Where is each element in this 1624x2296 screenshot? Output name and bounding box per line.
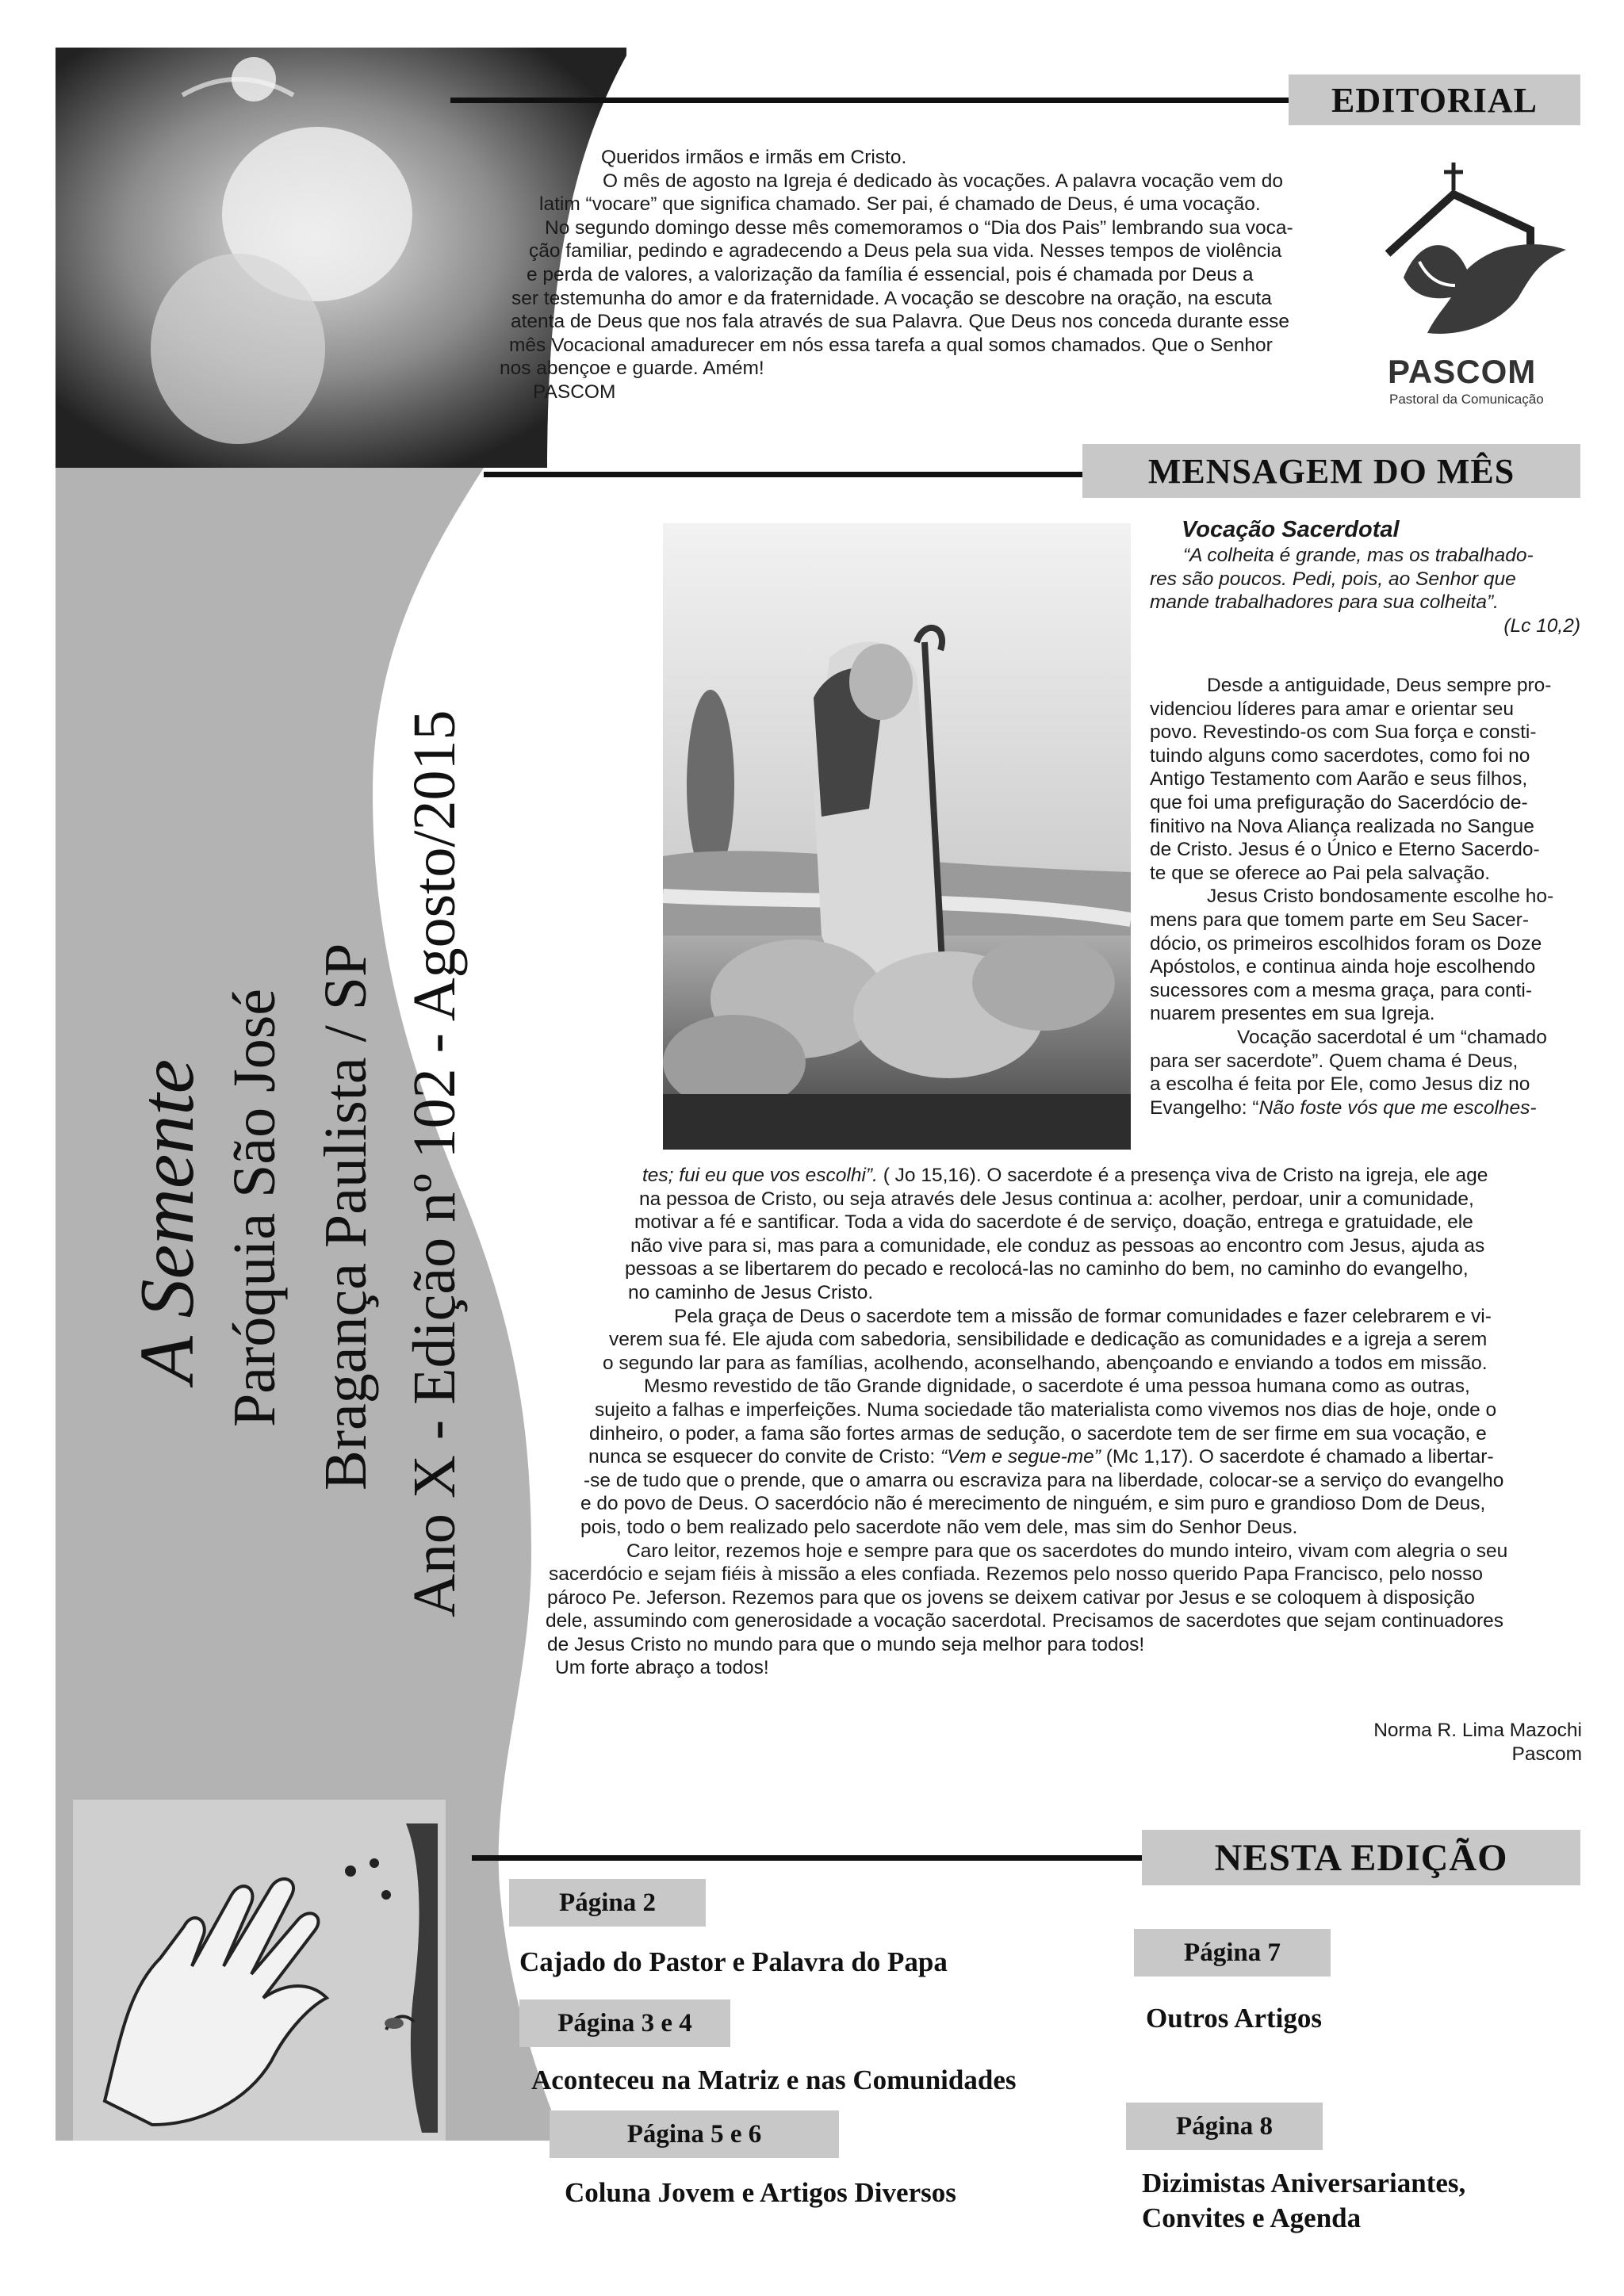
message-title: Vocação Sacerdotal (1182, 517, 1400, 542)
body-line (1150, 1096, 1582, 1120)
editorial-line: ção familiar, pedindo e agradecendo a Deus pela sua vida. Nesses tempos de violência (529, 240, 1282, 262)
editorial-line: e perda de valores, a valorização da família é essencial, pois é chamada por Deus a (527, 263, 1254, 285)
bible-quote (1150, 544, 1580, 637)
quote-line: “A colheita é grande, mas os trabalhado- (1183, 545, 1534, 566)
body-line: pessoas a se libertarem do pecado e recolocá-las no caminho do bem, no caminho do evangelho, (625, 1258, 1469, 1280)
body-line: Vocação sacerdotal é um “chamado (1237, 1026, 1547, 1048)
index-desc-page-8-line2[interactable]: Convites e Agenda (1142, 2202, 1362, 2233)
editorial-line: mês Vocacional amadurecer em nós essa tarefa a qual somos chamados. Que o Senhor (509, 334, 1273, 356)
body-line: Antigo Testamento com Aarão e seus filhos, (1150, 768, 1528, 790)
body-line: Apóstolos, e continua ainda hoje escolhendo (1150, 956, 1536, 978)
body-line: sucessores com a mesma graça, para conti- (1150, 979, 1533, 1001)
good-shepherd-image (663, 523, 1131, 1150)
body-line: nuarem presentes em sua Igreja. (1150, 1003, 1435, 1025)
index-desc-page-5-6[interactable]: Coluna Jovem e Artigos Diversos (565, 2177, 956, 2208)
quote-line: mande trabalhadores para sua colheita”. (1150, 591, 1499, 614)
editorial-line: nos abençoe e guarde. Amém! (500, 358, 764, 380)
body-line: Um forte abraço a todos! (555, 1657, 769, 1679)
signature-org: Pascom (1511, 1743, 1582, 1765)
body-line: não vive para si, mas para a comunidade, ele conduz as pessoas ao encontro com Jesus, ajuda as (630, 1234, 1485, 1257)
edition-info: Ano X - Edição nº 102 - Agosto/2015 (401, 710, 468, 1617)
index-desc-page-2[interactable]: Cajado do Pastor e Palavra do Papa (519, 1946, 948, 1977)
body-line: no caminho de Jesus Cristo. (628, 1281, 874, 1303)
index-page-8[interactable]: Página 8 (1126, 2103, 1323, 2150)
body-line: o segundo lar para as famílias, acolhendo, aconselhando, abençoando e enviando a todos em missão. (603, 1352, 1488, 1374)
body-line: sacerdócio e sejam fiéis à missão a eles confiada. Rezemos pelo nosso querido Papa Francisco, pelo nosso (549, 1563, 1483, 1586)
body-line: que foi uma prefiguração do Sacerdócio de- (1150, 791, 1528, 813)
body-line: dele, assumindo com generosidade a vocação sacerdotal. Precisamos de sacerdotes que sejam continuadores (546, 1610, 1504, 1632)
index-desc-page-3-4[interactable]: Aconteceu na Matriz e nas Comunidades (531, 2064, 1017, 2095)
editorial-signature: PASCOM (533, 381, 616, 403)
body-line: pois, todo o bem realizado pelo sacerdote não vem dele, mas sim do Senhor Deus. (580, 1516, 1298, 1538)
editorial-line: latim “vocare” que significa chamado. Ser pai, é chamado de Deus, é uma vocação. (539, 193, 1261, 216)
body-line: -se de tudo que o prende, que o amarra ou escraviza para na liberdade, colocar-se a serviço do evangelho (584, 1469, 1504, 1491)
body-line: sujeito a falhas e imperfeições. Numa sociedade tão materialista como vivemos nos dias de hoje, onde o (595, 1399, 1497, 1421)
body-text: ( Jo 15,16). O sacerdote é a presença viva de Cristo na igreja, ele age (877, 1165, 1488, 1186)
body-italic-text: tes; fui eu que vos escolhi”. (642, 1165, 878, 1186)
body-line: Desde a antiguidade, Deus sempre pro- (1207, 675, 1552, 696)
body-line (555, 1445, 1586, 1469)
newspaper-title: A Semente (124, 1058, 210, 1383)
index-desc-page-7[interactable]: Outros Artigos (1146, 2003, 1322, 2034)
body-line: Caro leitor, rezemos hoje e sempre para que os sacerdotes do mundo inteiro, vivam com alegria o seu (626, 1540, 1508, 1562)
pascom-logo-subtitle: Pastoral da Comunicação (1389, 392, 1544, 407)
editorial-line: ser testemunha do amor e da fraternidade. A vocação se descobre na oração, na escuta (511, 287, 1272, 309)
body-line: Jesus Cristo bondosamente escolhe ho- (1207, 886, 1554, 908)
body-line: de Jesus Cristo no mundo para que o mundo seja melhor para todos! (547, 1633, 1145, 1655)
body-line: dócio, os primeiros escolhidos foram os Doze (1150, 932, 1542, 955)
body-line: na pessoa de Cristo, ou seja através dele Jesus continua a: acolher, perdoar, unir a comunidade, (639, 1188, 1474, 1210)
index-page-5-6[interactable]: Página 5 e 6 (550, 2110, 839, 2158)
body-italic-text: “Vem e segue-me” (940, 1446, 1101, 1468)
body-line: finitivo na Nova Aliança realizada no Sangue (1150, 815, 1534, 837)
editorial-line: atenta de Deus que nos fala através de sua Palavra. Que Deus nos conceda durante esse (511, 311, 1289, 333)
pascom-logo-name: PASCOM (1388, 353, 1537, 390)
city-name: Bragança Paulista / SP (312, 943, 379, 1490)
quote-line: res são poucos. Pedi, pois, ao Senhor que (1150, 568, 1516, 590)
body-line: de Cristo. Jesus é o Único e Eterno Sacerdo- (1150, 839, 1540, 861)
body-line: dinheiro, o poder, a fama são fortes armas de sedução, o sacerdote tem de ser firme em sua vocação, e (589, 1422, 1487, 1445)
body-line: Pela graça de Deus o sacerdote tem a missão de formar comunidades e fazer celebrarem e vi- (674, 1305, 1492, 1327)
message-wide-text (546, 1164, 1586, 1680)
sowing-hand-image (73, 1800, 446, 2141)
body-text: nunca se esquecer do convite de Cristo: (588, 1446, 940, 1468)
body-italic-text: Não foste vós que me escolhes- (1258, 1096, 1537, 1119)
body-text: Evangelho: “ (1150, 1096, 1259, 1119)
index-page-7[interactable]: Página 7 (1134, 1929, 1331, 1976)
index-header: NESTA EDIÇÃO (1142, 1830, 1580, 1885)
body-text: (Mc 1,17). O sacerdote é chamado a libertar- (1100, 1446, 1494, 1468)
editorial-header: EDITORIAL (1289, 75, 1580, 125)
body-line: e do povo de Deus. O sacerdócio não é merecimento de ninguém, e sim puro e grandioso Dom de Deus, (580, 1493, 1486, 1515)
editorial-rule (450, 98, 1291, 103)
index-rule (472, 1855, 1146, 1861)
editorial-text (500, 146, 1372, 404)
index-page-2[interactable]: Página 2 (509, 1879, 706, 1927)
body-line: para ser sacerdote”. Quem chama é Deus, (1150, 1050, 1519, 1072)
body-line: a escolha é feita por Ele, como Jesus diz no (1150, 1073, 1530, 1096)
editorial-line: O mês de agosto na Igreja é dedicado às vocações. A palavra vocação vem do (603, 170, 1284, 192)
message-narrow-text (1150, 674, 1582, 1119)
body-line: pároco Pe. Jeferson. Rezemos para que os jovens se deixem cativar por Jesus e se coloquem à disposição (547, 1586, 1475, 1609)
message-signature (1189, 1719, 1582, 1766)
signature-name: Norma R. Lima Mazochi (1373, 1720, 1582, 1741)
body-line: verem sua fé. Ele ajuda com sabedoria, sensibilidade e dedicação as comunidades e a igreja a serem (609, 1329, 1488, 1351)
parish-name: Paróquia São José (221, 988, 288, 1427)
editorial-line: No segundo domingo desse mês comemoramos o “Dia dos Pais” lembrando sua voca- (545, 216, 1293, 239)
body-line (555, 1164, 1586, 1188)
index-desc-page-8[interactable]: Dizimistas Aniversariantes, (1142, 2168, 1466, 2198)
body-line: mens para que tomem parte em Seu Sacer- (1150, 909, 1529, 931)
quote-reference: (Lc 10,2) (1503, 614, 1580, 637)
pascom-logo-icon (1372, 159, 1578, 373)
body-line: motivar a fé e santificar. Toda a vida do sacerdote é de serviço, doação, entrega e gratuidade, ele (634, 1211, 1473, 1234)
body-line: te que se oferece ao Pai pela salvação. (1150, 862, 1491, 884)
body-line: tuindo alguns como sacerdotes, como foi no (1150, 744, 1530, 767)
body-line: Mesmo revestido de tão Grande dignidade, o sacerdote é uma pessoa humana como as outras, (644, 1376, 1470, 1398)
mensagem-rule (484, 472, 1086, 477)
index-page-3-4[interactable]: Página 3 e 4 (519, 1999, 730, 2047)
body-line: videnciou líderes para amar e orientar seu (1150, 698, 1514, 720)
editorial-line: Queridos irmãos e irmãs em Cristo. (601, 147, 907, 168)
body-line: povo. Revestindo-os com Sua força e consti- (1150, 721, 1537, 744)
mensagem-header: MENSAGEM DO MÊS (1082, 444, 1580, 498)
